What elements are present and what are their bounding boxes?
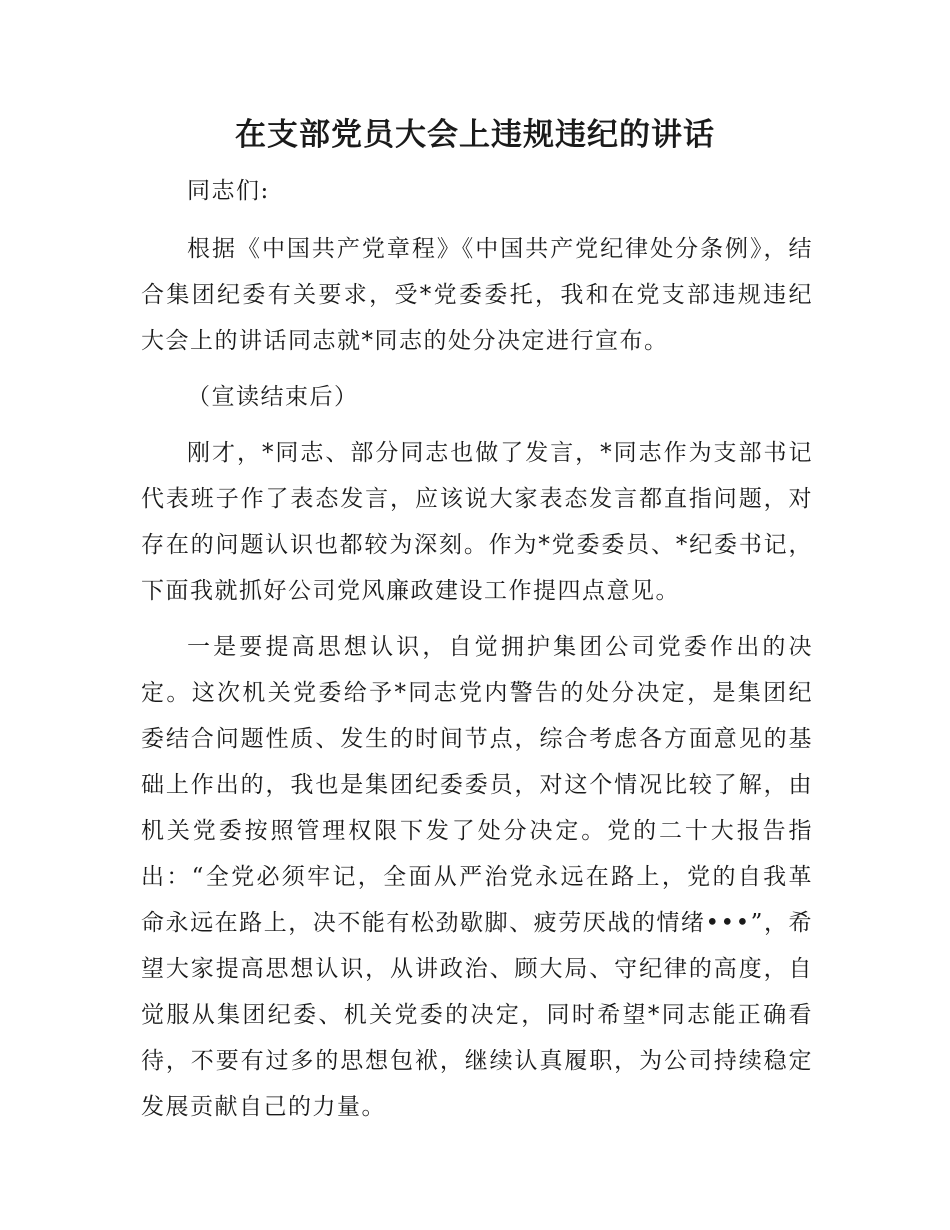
salutation: 同志们: xyxy=(187,178,270,204)
document-title: 在支部党员大会上违规违纪的讲话 xyxy=(235,117,715,153)
document-body xyxy=(141,168,813,1140)
paragraph-remarks: 刚才，*同志、部分同志也做了发言，*同志作为支部书记代表班子作了表态发言，应该说大家表态发言都直指问题，对存在的问题认识也都较为深刻。作为*党委委员、*纪委书记，下面我就抓好公司党风廉政建设工作提四点意见。 xyxy=(141,440,813,604)
paragraph-reading-note: （宣读结束后） xyxy=(187,384,359,410)
paragraph-point-one: 一是要提高思想认识，自觉拥护集团公司党委作出的决定。这次机关党委给予*同志党内警告的处分决定，是集团纪委结合问题性质、发生的时间节点，综合考虑各方面意见的基础上作出的，我也是集团纪委委员，对这个情况比较了解，由机关党委按照管理权限下发了处分决定。党的二十大报告指出：“全党必须牢记，全面从严治党永远在路上，党的自我革命永远在路上，决不能有松劲歇脚、疲劳厌战的情绪•••”，希望大家提高思想认识，从讲政治、顾大局、守纪律的高度，自觉服从集团纪委、机关党委的决定，同时希望*同志能正确看待，不要有过多的思想包袱，继续认真履职，为公司持续稳定发展贡献自己的力量。 xyxy=(141,634,813,1120)
paragraph-opening: 根据《中国共产党章程》《中国共产党纪律处分条例》，结合集团纪委有关要求，受*党委委托，我和在党支部违规违纪大会上的讲话同志就*同志的处分决定进行宣布。 xyxy=(141,236,813,354)
